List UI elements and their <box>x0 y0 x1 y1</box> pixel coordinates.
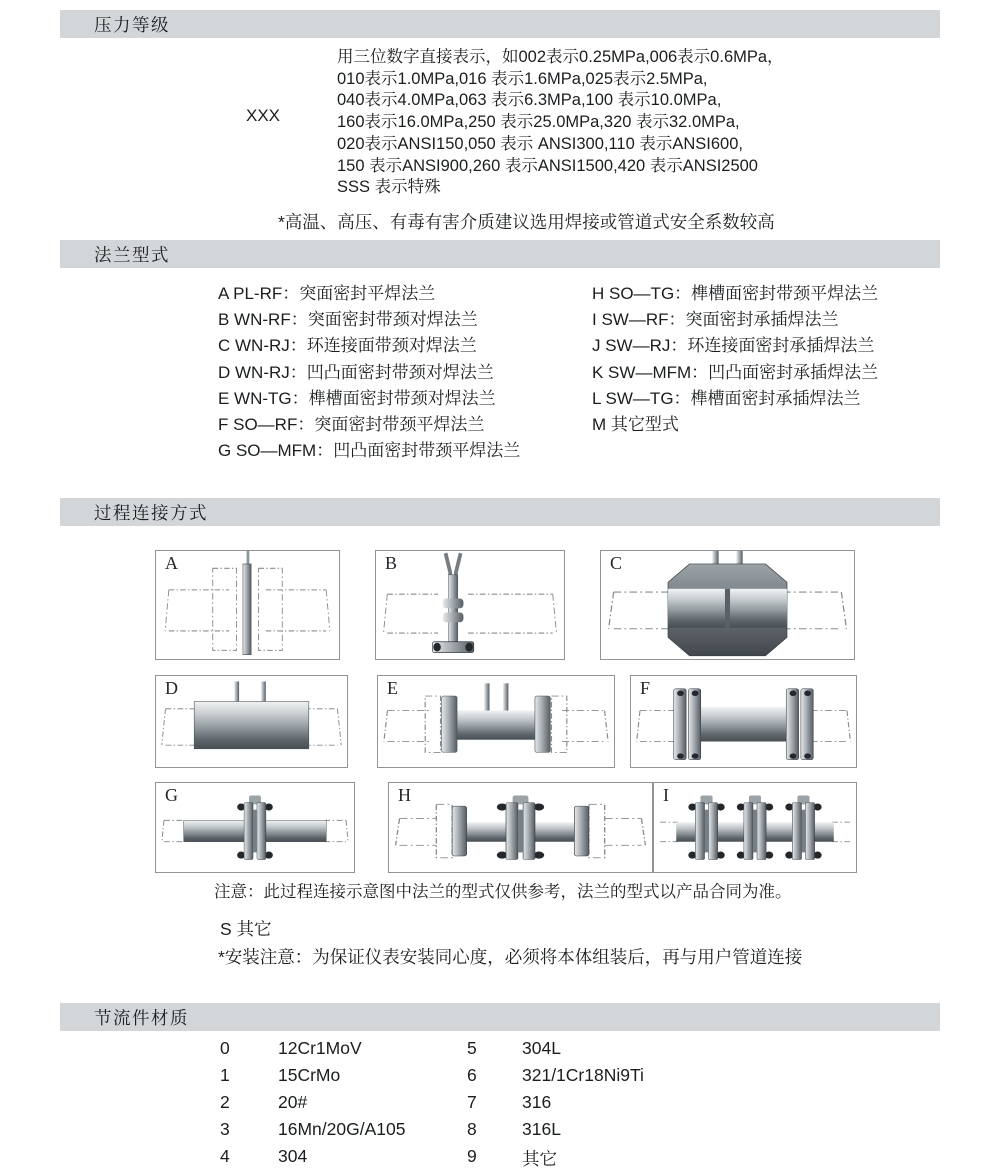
process-connection-diagram-f <box>630 675 857 768</box>
material-value: 316 <box>522 1092 552 1112</box>
section-title: 过程连接方式 <box>94 502 208 523</box>
material-value: 316L <box>522 1119 561 1139</box>
flange-type-item: K SW—MFM：凹凸面密封承插焊法兰 <box>592 362 879 382</box>
material-value: 其它 <box>522 1149 557 1169</box>
section-title: 节流件材质 <box>94 1007 189 1028</box>
flange-type-item: M 其它型式 <box>592 415 679 435</box>
section-header-material <box>60 1003 940 1031</box>
diagram-label: I <box>663 785 669 805</box>
material-table-row <box>220 1146 780 1171</box>
material-value: 20# <box>278 1092 308 1112</box>
material-value: 16Mn/20G/A105 <box>278 1119 406 1139</box>
pressure-desc-line: 160表示16.0MPa,250 表示25.0MPa,320 表示32.0MPa, <box>337 113 740 132</box>
flange-type-list-left <box>218 281 520 464</box>
flange-type-item: I SW—RF：突面密封承插焊法兰 <box>592 310 839 330</box>
diagram-label: F <box>640 678 651 698</box>
pressure-desc-line: SSS 表示特殊 <box>337 178 441 197</box>
center-clamp-pipe-illustration <box>156 783 354 872</box>
flange-type-item: G SO—MFM：凹凸面密封带颈平焊法兰 <box>218 441 521 461</box>
process-connection-diagram-h <box>388 782 653 873</box>
flange-type-item: L SW—TG：榫槽面密封承插焊法兰 <box>592 388 861 408</box>
pressure-description <box>337 47 784 199</box>
pipe-spool-body-illustration <box>156 676 347 767</box>
pressure-desc-line: 用三位数字直接表示，如002表示0.25MPa,006表示0.6MPa， <box>337 48 784 66</box>
diagram-label: E <box>387 678 398 698</box>
material-code: 4 <box>220 1146 230 1166</box>
section-header-process <box>60 498 940 526</box>
material-table-row <box>220 1065 780 1092</box>
process-connection-diagram-g <box>155 782 355 873</box>
material-code: 5 <box>467 1038 477 1058</box>
process-connection-diagram-a <box>155 550 340 660</box>
pressure-desc-line: 040表示4.0MPa,063 表示6.3MPa,100 表示10.0MPa, <box>337 91 722 110</box>
bolted-flange-spool-illustration <box>631 676 856 767</box>
material-code: 0 <box>220 1038 230 1058</box>
flange-type-item: H SO—TG：榫槽面密封带颈平焊法兰 <box>592 284 879 303</box>
diagram-label: A <box>165 553 178 573</box>
process-connection-diagram-d <box>155 675 348 768</box>
section-header-pressure <box>60 10 940 38</box>
material-code: 2 <box>220 1092 230 1112</box>
process-connection-note: 注意：此过程连接示意图中法兰的型式仅供参考，法兰的型式以产品合同为准。 <box>214 883 792 901</box>
process-other-option: S 其它 <box>220 919 272 939</box>
material-value: 321/1Cr18Ni9Ti <box>522 1065 644 1085</box>
process-connection-diagram-e <box>377 675 615 768</box>
flange-type-item: A PL-RF：突面密封平焊法兰 <box>218 284 436 303</box>
process-connection-diagram-i <box>653 782 857 873</box>
flanged-spool-with-clamp-illustration <box>389 783 652 872</box>
section-title: 压力等级 <box>94 14 170 35</box>
material-table-row <box>220 1119 780 1146</box>
diagram-label: H <box>398 785 411 805</box>
material-code: 9 <box>467 1146 477 1166</box>
flange-type-item: J SW—RJ：环连接面密封承插焊法兰 <box>592 336 875 356</box>
material-code: 3 <box>220 1119 230 1139</box>
material-value: 304L <box>522 1038 561 1058</box>
flange-type-item: F SO—RF：突面密封带颈平焊法兰 <box>218 415 485 435</box>
material-code: 7 <box>467 1092 477 1112</box>
diagram-label: G <box>165 785 178 805</box>
pressure-desc-line: 020表示ANSI150,050 表示 ANSI300,110 表示ANSI600, <box>337 134 743 153</box>
flanged-spool-illustration <box>378 676 614 767</box>
triple-clamp-pipe-illustration <box>654 783 856 872</box>
flange-type-item: D WN-RJ：凹凸面密封带颈对焊法兰 <box>218 362 494 382</box>
process-connection-diagram-b <box>375 550 565 660</box>
diagram-label: B <box>385 553 398 573</box>
material-table-row <box>220 1092 780 1119</box>
diagram-label: D <box>165 678 178 698</box>
material-value: 15CrMo <box>278 1065 341 1085</box>
material-code: 1 <box>220 1065 230 1085</box>
section-header-flange <box>60 240 940 268</box>
installation-note: *安装注意：为保证仪表安装同心度，必须将本体组装后，再与用户管道连接 <box>218 947 803 967</box>
pressure-desc-line: 010表示1.0MPa,016 表示1.6MPa,025表示2.5MPa, <box>337 69 708 88</box>
process-connection-diagram-c <box>600 550 855 660</box>
clamped-orifice-plate-illustration <box>156 551 339 659</box>
material-code: 8 <box>467 1119 477 1139</box>
material-value: 304 <box>278 1146 308 1166</box>
pressure-desc-line: 150 表示ANSI900,260 表示ANSI1500,420 表示ANSI2500 <box>337 156 758 175</box>
section-title: 法兰型式 <box>94 244 170 265</box>
flange-type-list-right <box>592 281 878 438</box>
material-code: 6 <box>467 1065 477 1085</box>
welded-block-body-illustration <box>601 551 854 659</box>
pressure-code: XXX <box>246 106 281 125</box>
diagram-label: C <box>610 553 623 573</box>
flange-type-item: B WN-RF：突面密封带颈对焊法兰 <box>218 310 478 330</box>
flange-type-item: C WN-RJ：环连接面带颈对焊法兰 <box>218 336 477 356</box>
material-value: 12Cr1MoV <box>278 1038 362 1058</box>
material-table-row <box>220 1038 780 1065</box>
flange-type-item: E WN-TG：榫槽面密封带颈对焊法兰 <box>218 388 496 408</box>
fork-clamp-mount-illustration <box>376 551 564 659</box>
pressure-note: *高温、高压、有毒有害介质建议选用焊接或管道式安全系数较高 <box>278 212 775 232</box>
material-code-table <box>220 1038 780 1171</box>
